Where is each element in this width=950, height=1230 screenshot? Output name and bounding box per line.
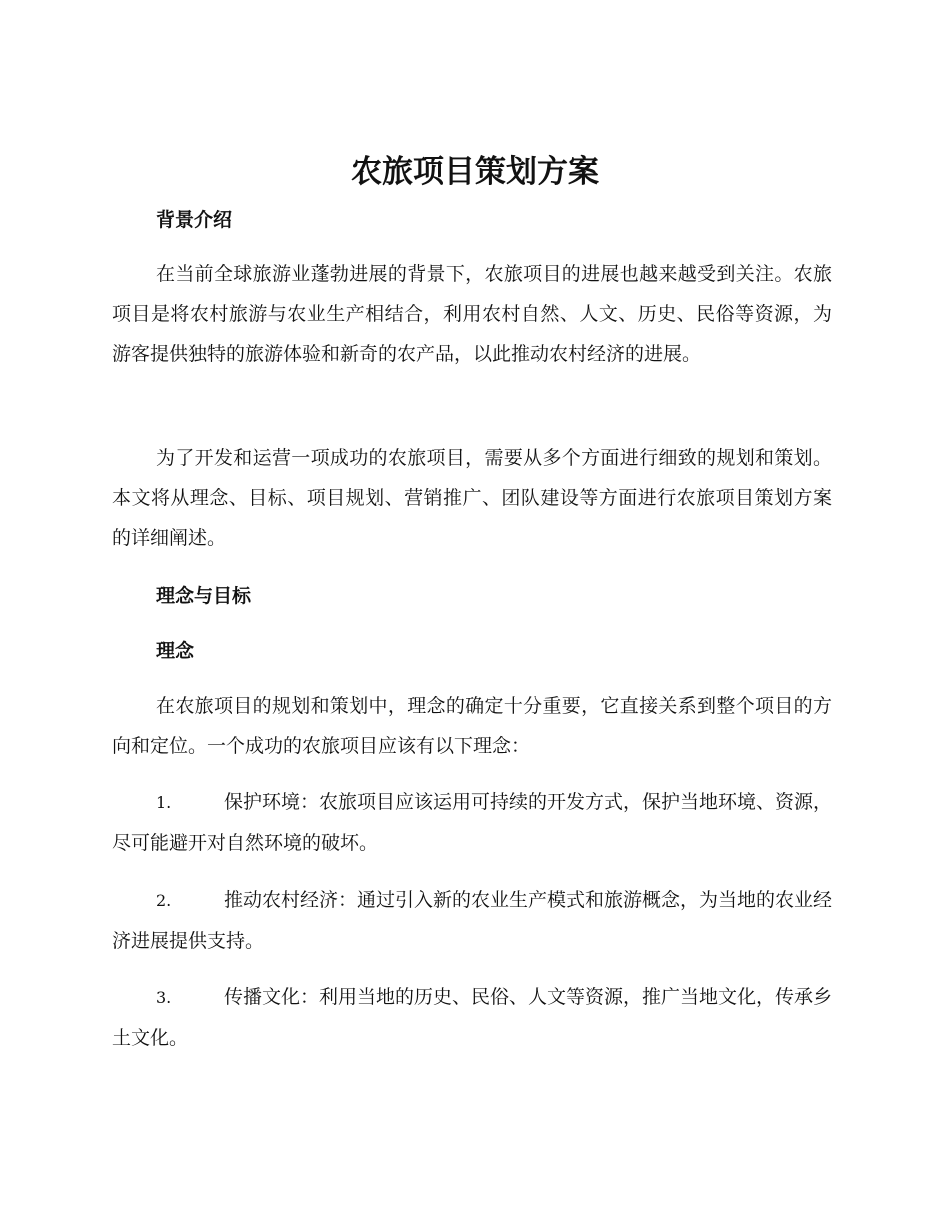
list-item-text: 传播文化：利用当地的历史、民俗、人文等资源，推广当地文化，传承乡土文化。 xyxy=(112,986,833,1049)
paragraph-background-1: 在当前全球旅游业蓬勃进展的背景下，农旅项目的进展也越来越受到关注。农旅项目是将农村旅游与农业生产相结合，利用农村自然、人文、历史、民俗等资源，为游客提供独特的旅游体验和新奇的农产品，以此推动农村经济的进展。 xyxy=(112,263,832,365)
list-item-text: 推动农村经济：通过引入新的农业生产模式和旅游概念，为当地的农业经济进展提供支持。 xyxy=(112,889,833,952)
section-heading-background: 背景介绍 xyxy=(156,209,233,231)
list-item xyxy=(112,880,832,961)
paragraph-concept-1: 在农旅项目的规划和策划中，理念的确定十分重要，它直接关系到整个项目的方向和定位。一个成功的农旅项目应该有以下理念： xyxy=(112,695,832,757)
list-item-text: 保护环境：农旅项目应该运用可持续的开发方式，保护当地环境、资源，尽可能避开对自然环境的破坏。 xyxy=(112,791,833,854)
document-title: 农旅项目策划方案 xyxy=(351,154,599,190)
section-heading-concept-goal: 理念与目标 xyxy=(156,585,252,607)
list-item-number: 2. xyxy=(156,891,172,910)
subsection-heading-concept: 理念 xyxy=(156,640,195,662)
list-item xyxy=(112,782,832,863)
paragraph-background-2: 为了开发和运营一项成功的农旅项目，需要从多个方面进行细致的规划和策划。本文将从理念、目标、项目规划、营销推广、团队建设等方面进行农旅项目策划方案的详细阐述。 xyxy=(112,447,832,549)
list-item-number: 3. xyxy=(156,988,172,1007)
list-item-number: 1. xyxy=(156,793,172,812)
list-item xyxy=(112,977,832,1058)
